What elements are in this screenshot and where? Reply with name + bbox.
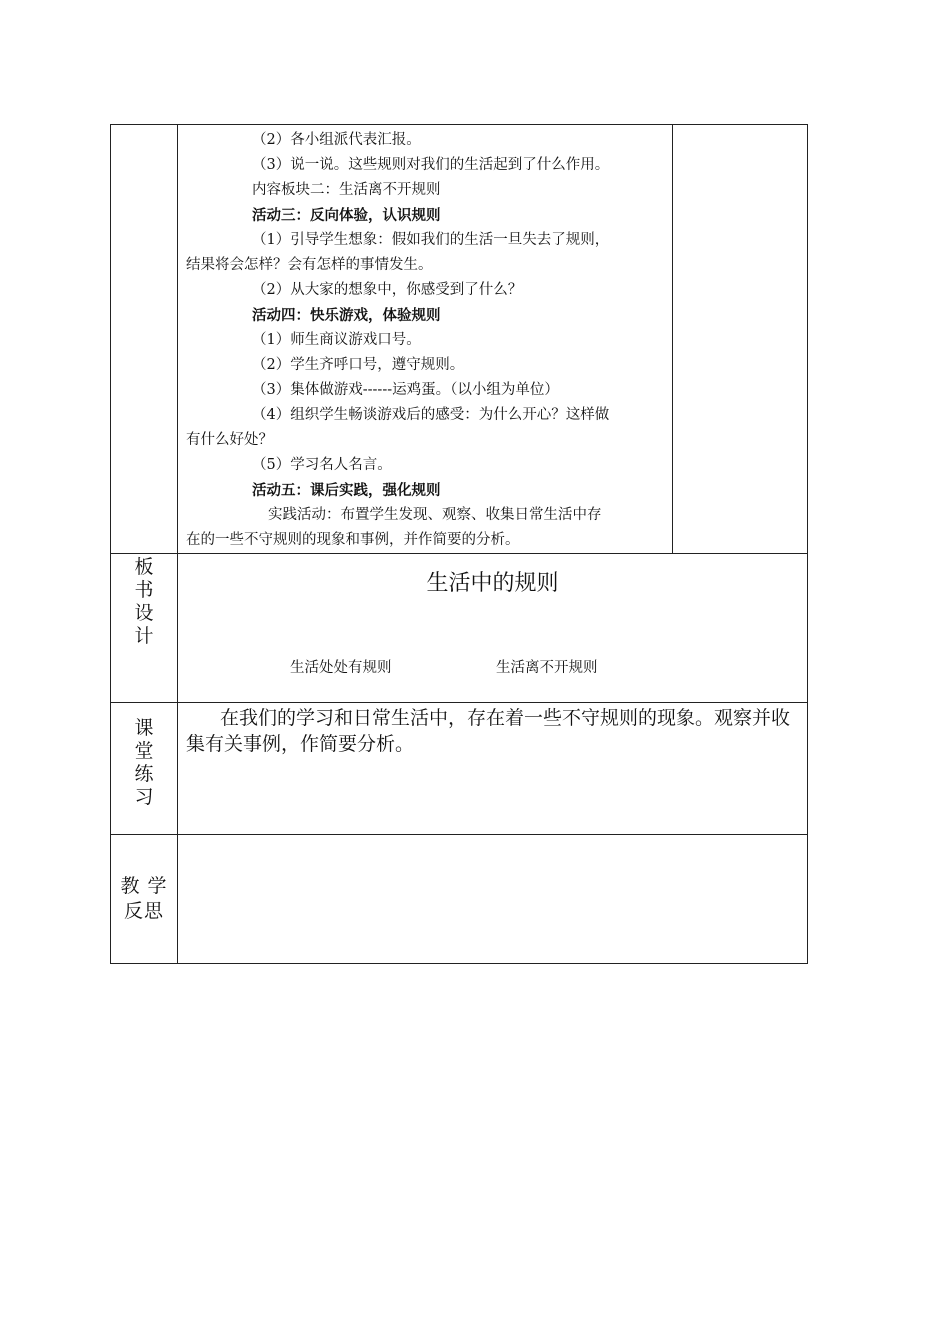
label-char: 堂	[134, 740, 154, 762]
reflection-label-line2: 反思	[123, 900, 164, 922]
process-line: 在的一些不守规则的现象和事例，并作简要的分析。	[186, 532, 520, 548]
board-design-content	[178, 554, 808, 703]
board-design-label	[111, 554, 178, 703]
process-line: （2）学生齐呼口号，遵守规则。	[252, 357, 465, 373]
label-char: 板	[134, 556, 154, 578]
process-line: （1）引导学生想象：假如我们的生活一旦失去了规则，	[252, 232, 610, 248]
label-char: 习	[134, 786, 154, 808]
label-char: 练	[134, 763, 154, 785]
process-line: 实践活动：布置学生发现、观察、收集日常生活中存	[268, 507, 602, 523]
practice-row	[111, 703, 808, 835]
process-line: （4）组织学生畅谈游戏后的感受：为什么开心？这样做	[252, 407, 610, 423]
reflection-label	[111, 835, 178, 964]
activity-heading: 活动五：课后实践，强化规则	[252, 482, 441, 499]
process-line: （1）师生商议游戏口号。	[252, 332, 421, 348]
label-char: 书	[134, 579, 154, 601]
board-title: 生活中的规则	[426, 571, 559, 596]
process-line: （3）集体做游戏------运鸡蛋。（以小组为单位）	[252, 382, 559, 398]
process-line: 内容板块二：生活离不开规则	[252, 182, 441, 198]
process-label-cell	[111, 125, 178, 554]
board-left-item: 生活处处有规则	[290, 660, 392, 676]
practice-label	[111, 703, 178, 835]
process-line: （2）各小组派代表汇报。	[252, 132, 421, 148]
reflection-row	[111, 835, 808, 964]
process-line: （2）从大家的想象中，你感受到了什么？	[252, 282, 523, 298]
board-design-row	[111, 554, 808, 703]
label-char: 设	[134, 602, 154, 624]
activity-heading: 活动四：快乐游戏，体验规则	[252, 307, 441, 324]
process-row	[111, 125, 808, 554]
practice-content	[178, 703, 808, 835]
process-line: （3）说一说。这些规则对我们的生活起到了什么作用。	[252, 157, 610, 173]
label-char: 计	[134, 625, 154, 647]
reflection-content	[178, 835, 808, 964]
lesson-plan-table	[110, 124, 808, 964]
process-notes-cell	[673, 125, 808, 554]
process-line: （5）学习名人名言。	[252, 457, 392, 473]
activity-heading: 活动三：反向体验，认识规则	[252, 207, 441, 224]
process-line: 有什么好处？	[186, 432, 273, 448]
reflection-label-line1: 教 学	[120, 875, 168, 897]
process-line: 结果将会怎样？会有怎样的事情发生。	[186, 257, 433, 273]
process-content-cell	[178, 125, 673, 554]
label-char: 课	[134, 717, 154, 739]
board-right-item: 生活离不开规则	[496, 660, 598, 676]
practice-text: 在我们的学习和日常生活中，存在着一些不守规则的现象。观察并收集有关事例，作简要分析。	[186, 707, 791, 755]
